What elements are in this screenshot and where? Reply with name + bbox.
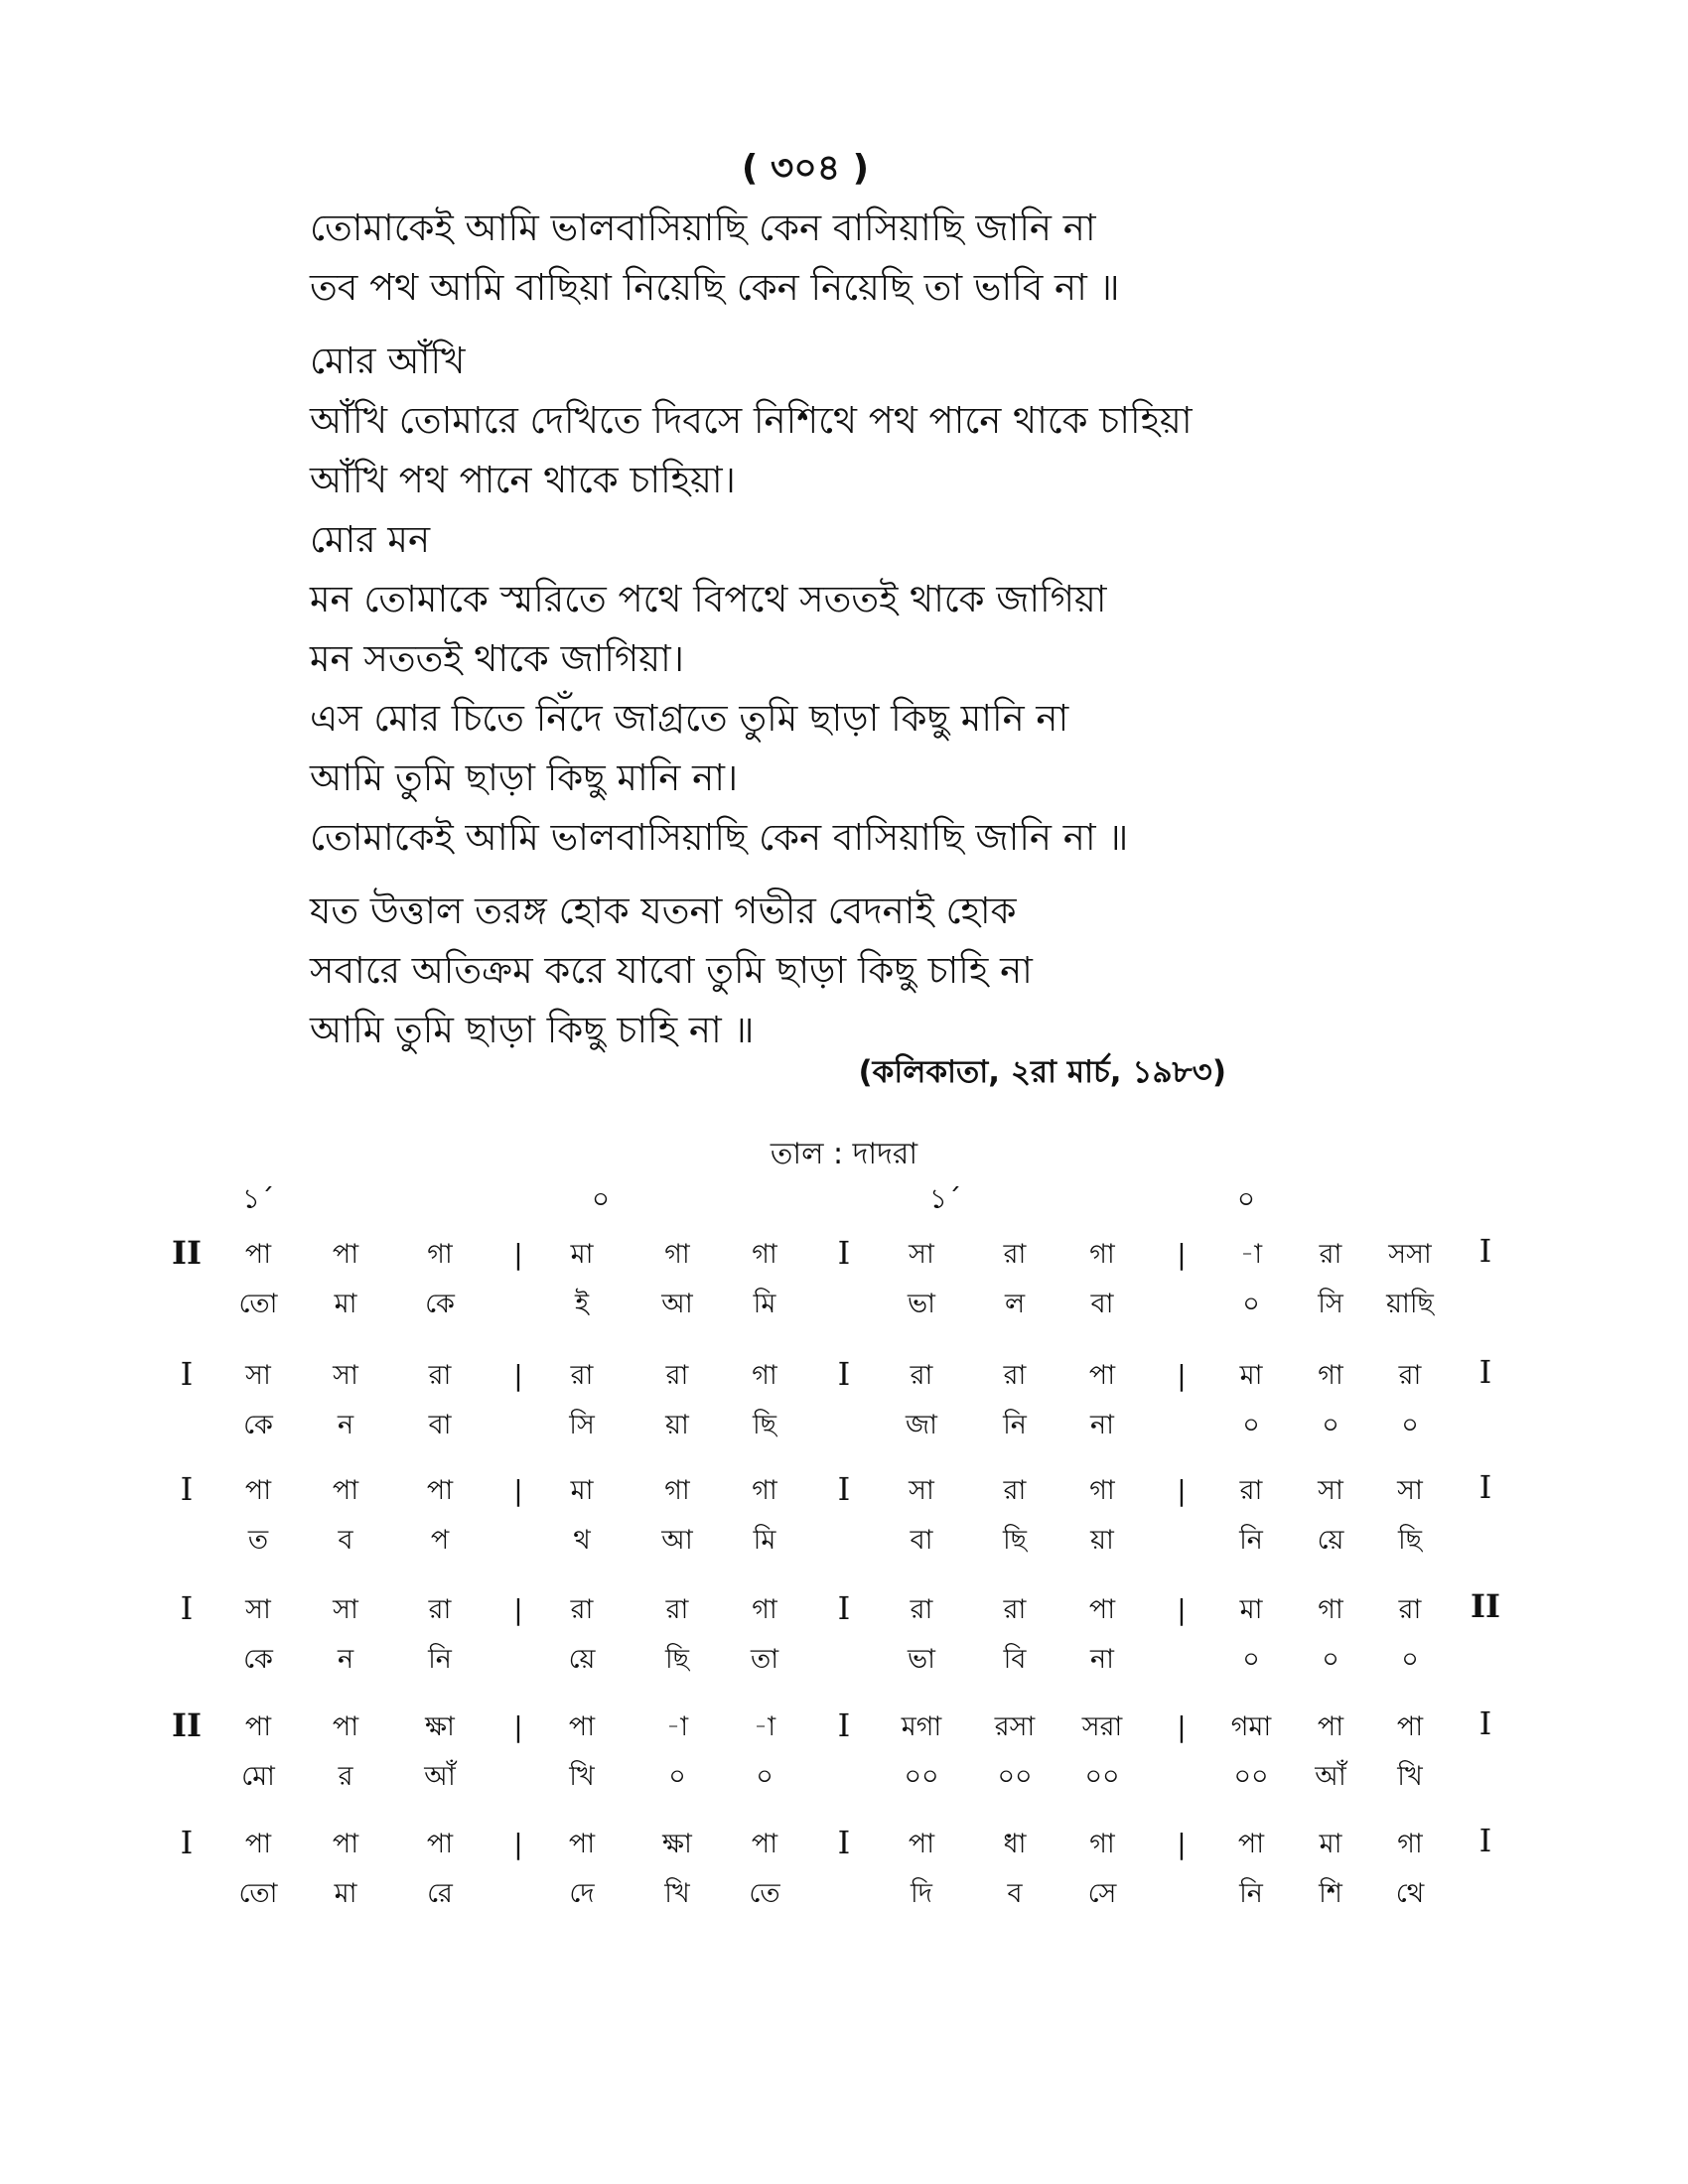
lyric-line: আমি তুমি ছাড়া কিছু মানি না।	[310, 756, 739, 799]
swara-note: সা	[1318, 1475, 1343, 1506]
lyric-syllable: ছি	[752, 1410, 777, 1440]
lyric-syllable: তে	[749, 1878, 780, 1909]
tala-heading: তাল : দাদরা	[770, 1137, 918, 1171]
lyric-syllable: ০০	[904, 1761, 939, 1792]
lyric-syllable: ভা	[908, 1644, 935, 1675]
lyric-line: তোমাকেই আমি ভালবাসিয়াছি কেন বাসিয়াছি জানি না	[310, 206, 1096, 249]
lyric-syllable: য়া	[1090, 1525, 1114, 1556]
lyric-syllable: য়ে	[568, 1644, 596, 1675]
lyric-syllable: আ	[661, 1289, 693, 1319]
lyric-syllable: ০০	[1233, 1761, 1269, 1792]
swara-note: গা	[1318, 1360, 1343, 1391]
lyric-line: সবারে অতিক্রম করে যাবো তুমি ছাড়া কিছু চাহি না	[310, 949, 1033, 992]
swara-note: পা	[1396, 1711, 1424, 1742]
swara-note: রা	[1398, 1594, 1422, 1625]
lyric-syllable: আঁ	[424, 1761, 456, 1792]
swara-note: সরা	[1081, 1711, 1123, 1742]
lyric-syllable: র	[338, 1761, 353, 1792]
lyric-syllable: বা	[910, 1525, 933, 1556]
swara-note: মগা	[901, 1711, 942, 1742]
lyric-line: যত উত্তাল তরঙ্গ হোক যতনা গভীর বেদনাই হোক	[310, 889, 1017, 932]
lyric-syllable: বা	[1090, 1289, 1114, 1319]
lyric-syllable: মো	[241, 1761, 275, 1792]
swara-note: পা	[1237, 1829, 1265, 1859]
lyric-syllable: ছি	[1397, 1525, 1423, 1556]
swara-note: রা	[665, 1594, 689, 1625]
lyric-syllable: নি	[1239, 1525, 1263, 1556]
swara-note: পা	[244, 1475, 272, 1506]
swara-note: রা	[428, 1594, 452, 1625]
lyric-syllable: ০	[1322, 1410, 1339, 1440]
swara-note: পা	[244, 1711, 272, 1742]
row-start-barline: II	[172, 1706, 202, 1744]
beat-separator: |	[513, 1828, 523, 1860]
swara-note: গা	[1318, 1594, 1343, 1625]
row-start-barline: I	[180, 1824, 194, 1861]
swara-note: ধা	[1003, 1829, 1027, 1859]
swara-note: মা	[1239, 1594, 1263, 1625]
lyric-syllable: খি	[569, 1761, 595, 1792]
swara-note: সা	[333, 1594, 358, 1625]
lyric-line: মন সততই থাকে জাগিয়া।	[310, 637, 684, 680]
lyric-syllable: কে	[243, 1410, 273, 1440]
lyric-syllable: ০	[1242, 1644, 1260, 1675]
swara-note: রা	[570, 1594, 594, 1625]
row-start-barline: II	[172, 1234, 202, 1272]
lyric-syllable: নি	[1239, 1878, 1263, 1909]
swara-note: রা	[665, 1360, 689, 1391]
swara-note: রা	[1319, 1239, 1342, 1270]
beat-mark: ১´	[241, 1182, 275, 1215]
swara-note: মা	[1239, 1360, 1263, 1391]
lyric-syllable: না	[1090, 1410, 1114, 1440]
lyric-syllable: সি	[1318, 1289, 1343, 1319]
swara-note: পা	[1317, 1711, 1344, 1742]
beat-separator: |	[513, 1593, 523, 1626]
lyric-syllable: ছি	[664, 1644, 690, 1675]
lyric-syllable: ন	[337, 1644, 354, 1675]
lyric-syllable: তা	[750, 1644, 779, 1675]
lyric-syllable: আ	[661, 1525, 693, 1556]
lyric-syllable: মা	[334, 1878, 357, 1909]
row-end-barline: I	[1478, 1705, 1492, 1742]
lyric-syllable: ০০	[1084, 1761, 1120, 1792]
lyric-syllable: ০	[1401, 1410, 1419, 1440]
beat-separator: |	[1177, 1710, 1187, 1743]
lyric-line: আমি তুমি ছাড়া কিছু চাহি না ॥	[310, 1009, 755, 1051]
swara-note: সা	[909, 1239, 934, 1270]
swara-note: সা	[245, 1594, 271, 1625]
swara-note: সা	[909, 1475, 934, 1506]
row-start-barline: I	[180, 1355, 194, 1393]
swara-note: পা	[332, 1711, 359, 1742]
swara-note: গা	[664, 1475, 690, 1506]
lyric-syllable: নি	[428, 1644, 452, 1675]
swara-note: রা	[910, 1360, 933, 1391]
lyric-syllable: ব	[1007, 1878, 1023, 1909]
lyric-syllable: সে	[1087, 1878, 1117, 1909]
swara-note: সা	[1397, 1475, 1423, 1506]
beat-separator: |	[513, 1238, 523, 1271]
lyric-syllable: ০	[1401, 1644, 1419, 1675]
vibhag-barline: I	[837, 1706, 851, 1744]
swara-note: পা	[244, 1239, 272, 1270]
swara-note: রা	[1003, 1594, 1027, 1625]
lyric-line: আঁখি পথ পানে থাকে চাহিয়া।	[310, 459, 736, 501]
swara-note: গা	[1089, 1239, 1115, 1270]
lyric-line: মোর মন	[310, 518, 431, 561]
swara-note: -া	[665, 1711, 689, 1742]
lyric-syllable: ০	[756, 1761, 774, 1792]
lyric-syllable: ল	[1004, 1289, 1026, 1319]
swara-note: পা	[332, 1829, 359, 1859]
swara-note: রা	[1003, 1475, 1027, 1506]
swara-note: সা	[333, 1360, 358, 1391]
swara-note: রা	[570, 1360, 594, 1391]
row-start-barline: I	[180, 1470, 194, 1508]
lyric-line: আঁখি তোমারে দেখিতে দিবসে নিশিথে পথ পানে থাকে চাহিয়া	[310, 399, 1193, 442]
lyric-syllable: রে	[427, 1878, 453, 1909]
lyric-syllable: কে	[425, 1289, 455, 1319]
swara-note: পা	[1088, 1360, 1116, 1391]
swara-note: রা	[910, 1594, 933, 1625]
beat-separator: |	[513, 1474, 523, 1507]
swara-note: রা	[428, 1360, 452, 1391]
lyric-syllable: বি	[1003, 1644, 1027, 1675]
lyric-syllable: ভা	[908, 1289, 935, 1319]
lyric-syllable: থ	[573, 1525, 591, 1556]
row-start-barline: I	[180, 1589, 194, 1627]
lyric-syllable: দে	[569, 1878, 595, 1909]
lyric-syllable: খি	[664, 1878, 690, 1909]
beat-mark: ১´	[928, 1182, 962, 1215]
lyric-syllable: খি	[1397, 1761, 1423, 1792]
lyric-syllable: দি	[911, 1878, 932, 1909]
lyric-syllable: তো	[238, 1878, 278, 1909]
swara-note: রা	[1003, 1239, 1027, 1270]
lyric-syllable: মা	[334, 1289, 357, 1319]
swara-note: -া	[1239, 1239, 1263, 1270]
vibhag-barline: I	[837, 1589, 851, 1627]
beat-separator: |	[1177, 1359, 1187, 1392]
lyric-syllable: ০	[1242, 1410, 1260, 1440]
swara-note: সসা	[1388, 1239, 1432, 1270]
vibhag-barline: I	[837, 1234, 851, 1272]
beat-separator: |	[513, 1359, 523, 1392]
swara-note: রা	[1003, 1360, 1027, 1391]
lyric-line: মোর আঁখি	[310, 340, 466, 382]
swara-note: পা	[1088, 1594, 1116, 1625]
swara-note: পা	[244, 1829, 272, 1859]
swara-note: সা	[245, 1360, 271, 1391]
swara-note: গা	[752, 1360, 777, 1391]
beat-separator: |	[1177, 1593, 1187, 1626]
swara-note: পা	[908, 1829, 935, 1859]
beat-separator: |	[1177, 1238, 1187, 1271]
swara-note: পা	[426, 1475, 454, 1506]
row-end-barline: I	[1478, 1232, 1492, 1270]
row-end-barline: I	[1478, 1468, 1492, 1506]
swara-note: পা	[568, 1711, 596, 1742]
lyric-syllable: থে	[1395, 1878, 1425, 1909]
lyric-syllable: ০	[1242, 1289, 1260, 1319]
lyric-syllable: ন	[337, 1410, 354, 1440]
swara-note: পা	[332, 1475, 359, 1506]
lyric-syllable: না	[1090, 1644, 1114, 1675]
vibhag-barline: I	[837, 1355, 851, 1393]
beat-separator: |	[513, 1710, 523, 1743]
lyric-syllable: শি	[1319, 1878, 1342, 1909]
lyric-syllable: মি	[753, 1289, 776, 1319]
lyric-syllable: আঁ	[1315, 1761, 1346, 1792]
swara-note: গা	[752, 1239, 777, 1270]
swara-note: গা	[1397, 1829, 1423, 1859]
swara-note: গা	[664, 1239, 690, 1270]
swara-note: গা	[1089, 1829, 1115, 1859]
swara-note: পা	[426, 1829, 454, 1859]
lyric-syllable: য়া	[665, 1410, 689, 1440]
swara-note: রসা	[994, 1711, 1036, 1742]
page-number: ( ৩০৪ )	[741, 148, 870, 189]
swara-note: -া	[753, 1711, 776, 1742]
lyric-line: এস মোর চিতে নিঁদে জাগ্রতে তুমি ছাড়া কিছু মানি না	[310, 697, 1069, 740]
lyric-syllable: তো	[238, 1289, 278, 1319]
swara-note: ক্ষা	[425, 1711, 455, 1742]
lyric-syllable: ০০	[997, 1761, 1033, 1792]
swara-note: মা	[570, 1475, 594, 1506]
row-end-barline: II	[1471, 1587, 1500, 1625]
lyric-line: মন তোমাকে স্মরিতে পথে বিপথে সততই থাকে জাগিয়া	[310, 578, 1107, 620]
lyric-syllable: কে	[243, 1644, 273, 1675]
composition-place-date: (কলিকাতা, ২রা মার্চ, ১৯৮৩)	[858, 1054, 1226, 1090]
lyric-syllable: ০	[1322, 1644, 1339, 1675]
lyric-syllable: ই	[574, 1289, 590, 1319]
vibhag-barline: I	[837, 1470, 851, 1508]
lyric-line: তব পথ আমি বাছিয়া নিয়েছি কেন নিয়েছি তা ভাবি না ॥	[310, 266, 1120, 309]
swara-note: মা	[1319, 1829, 1342, 1859]
beat-mark: ০	[1236, 1182, 1256, 1215]
swara-note: মা	[570, 1239, 594, 1270]
lyric-syllable: প	[430, 1525, 450, 1556]
beat-separator: |	[1177, 1828, 1187, 1860]
swara-note: ক্ষা	[662, 1829, 692, 1859]
lyric-line: তোমাকেই আমি ভালবাসিয়াছি কেন বাসিয়াছি জানি না ॥	[310, 816, 1129, 859]
beat-separator: |	[1177, 1474, 1187, 1507]
swara-note: গা	[1089, 1475, 1115, 1506]
lyric-syllable: য়াছি	[1386, 1289, 1434, 1319]
swara-note: গা	[427, 1239, 453, 1270]
swara-note: রা	[1239, 1475, 1263, 1506]
swara-note: রা	[1398, 1360, 1422, 1391]
lyric-syllable: ত	[247, 1525, 269, 1556]
lyric-syllable: য়ে	[1317, 1525, 1344, 1556]
lyric-syllable: জা	[906, 1410, 937, 1440]
row-end-barline: I	[1478, 1822, 1492, 1859]
swara-note: পা	[568, 1829, 596, 1859]
vibhag-barline: I	[837, 1824, 851, 1861]
swara-note: পা	[332, 1239, 359, 1270]
lyric-syllable: ব	[338, 1525, 353, 1556]
lyric-syllable: ছি	[1002, 1525, 1028, 1556]
lyric-syllable: নি	[1003, 1410, 1027, 1440]
row-end-barline: I	[1478, 1353, 1492, 1391]
swara-note: গা	[752, 1475, 777, 1506]
swara-note: পা	[751, 1829, 778, 1859]
lyric-syllable: ০	[668, 1761, 686, 1792]
swara-note: গা	[752, 1594, 777, 1625]
beat-mark: ০	[591, 1182, 611, 1215]
lyric-syllable: সি	[569, 1410, 595, 1440]
swara-note: গমা	[1230, 1711, 1272, 1742]
lyric-syllable: মি	[753, 1525, 776, 1556]
lyric-syllable: বা	[428, 1410, 452, 1440]
